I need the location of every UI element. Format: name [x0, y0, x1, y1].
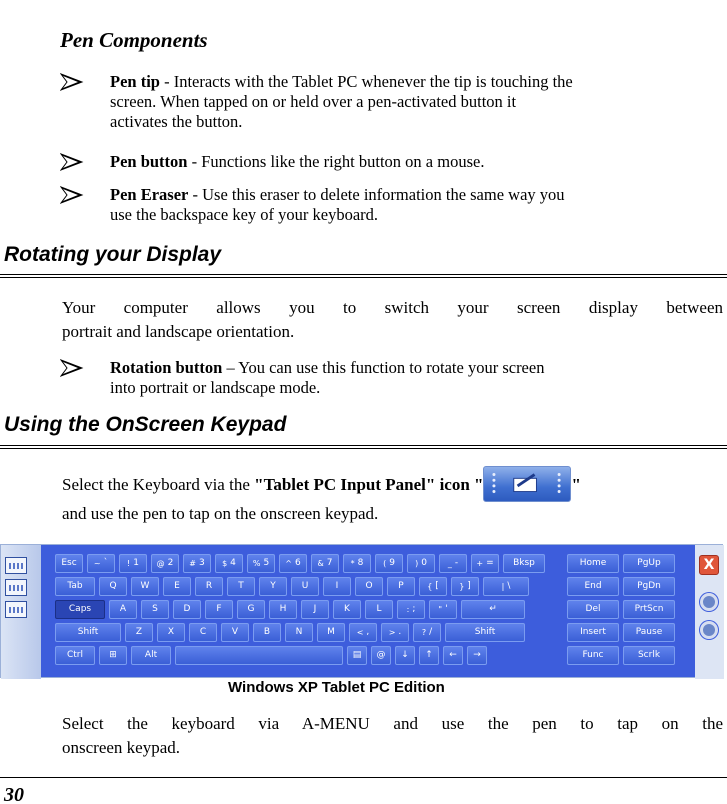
key-h: [269, 600, 297, 619]
key-label: A: [119, 604, 127, 614]
key-label: J: [313, 604, 317, 614]
pen-eraser-desc-2: use the backspace key of your keyboard.: [110, 205, 379, 224]
key-u: [291, 577, 319, 596]
key-label: Esc: [61, 558, 77, 568]
key-func: Func: [567, 646, 619, 665]
key-label: 9: [389, 558, 395, 568]
keyboard-mode-bar: [1, 545, 41, 679]
pen-tip-desc-3: activates the button.: [110, 112, 243, 131]
key-label: /: [429, 627, 433, 637]
key-sym: [443, 646, 463, 665]
key-k: [333, 600, 361, 619]
key-label: Ctrl: [66, 650, 83, 660]
key-x: [157, 623, 185, 642]
key-shift-symbol: :: [406, 605, 410, 614]
rotation-button-desc-2: into portrait or landscape mode.: [110, 378, 321, 397]
key-3: [183, 554, 211, 573]
key-label: Shift: [77, 627, 99, 637]
key-p: [387, 577, 415, 596]
key-q: [99, 577, 127, 596]
select-prefix: Select the Keyboard via the: [62, 475, 255, 494]
key-label: 2: [167, 558, 174, 568]
key-label: B: [263, 627, 271, 637]
key-label: ;: [412, 604, 416, 614]
key-label: C: [199, 627, 207, 637]
key-shift-symbol: ): [415, 559, 419, 568]
pen-eraser-term: Pen Eraser: [110, 185, 189, 204]
key-label: D: [183, 604, 191, 614]
key-shift-symbol: <: [356, 628, 364, 637]
mode-writing-icon: [5, 579, 27, 596]
pen-eraser-desc: - Use this eraser to delete information the same way you: [188, 185, 565, 204]
key-y: [259, 577, 287, 596]
key-label: 8: [357, 558, 364, 568]
key-a: [109, 600, 137, 619]
pen-button-term: Pen button: [110, 152, 188, 171]
key-label: Tab: [67, 581, 83, 591]
arrow-bullet-icon: [60, 72, 86, 92]
key-prtscn: PrtScn: [623, 600, 675, 619]
select-line2: and use the pen to tap on the onscreen keypad.: [62, 504, 379, 523]
key-r: [195, 577, 223, 596]
section-divider: [0, 445, 727, 449]
key-label: Q: [109, 581, 117, 591]
key-sym: [349, 623, 377, 642]
key-1: [119, 554, 147, 573]
key-4: [215, 554, 243, 573]
key-label: .: [398, 627, 402, 637]
key-label: Bksp: [513, 558, 535, 568]
key-shift-symbol: >: [388, 628, 396, 637]
key-label: W: [140, 581, 150, 591]
key-label: K: [344, 604, 350, 614]
key-sym: [381, 623, 409, 642]
rotate-para-line1: Your computer allows you to switch your screen display between: [62, 298, 723, 317]
key-esc: [55, 554, 83, 573]
rotate-paragraph: [62, 296, 723, 344]
key-label: @: [376, 650, 386, 660]
key-shift-symbol: ^: [285, 559, 292, 568]
pen-tip-desc-2: screen. When tapped on or held over a pen-activated button it: [110, 92, 517, 111]
section-divider: [0, 274, 727, 278]
key-n: [285, 623, 313, 642]
key-shift-symbol: |: [501, 582, 505, 591]
key-shift-symbol: ?: [421, 628, 427, 637]
mode-keyboard-icon: [5, 557, 27, 574]
key-label: 6: [294, 558, 301, 568]
key-shift-symbol: @: [156, 559, 165, 568]
key-label: Alt: [144, 650, 158, 660]
keyboard-keys: [55, 554, 687, 669]
key-tab: [55, 577, 95, 596]
key-shift-symbol: $: [222, 559, 228, 568]
key-label: Shift: [474, 627, 496, 637]
key-shift-symbol: !: [127, 559, 131, 568]
key-i: [323, 577, 351, 596]
key-0: [407, 554, 435, 573]
key-label: ↑: [425, 650, 433, 660]
key-scrlk: Scrlk: [623, 646, 675, 665]
key-sym: [99, 646, 127, 665]
arrow-bullet-icon: [60, 152, 86, 172]
key-label: →: [473, 650, 481, 660]
key-sym: [395, 646, 415, 665]
key-label: H: [279, 604, 287, 614]
key-2: [151, 554, 179, 573]
key-m: [317, 623, 345, 642]
key-label: Y: [270, 581, 276, 591]
key-shift-symbol: *: [350, 559, 355, 568]
key-shift: [445, 623, 525, 642]
pen-tip-desc: - Interacts with the Tablet PC whenever the tip is touching the: [159, 72, 573, 91]
key-label: T: [238, 581, 244, 591]
key-label: \: [507, 581, 511, 591]
rotation-button-term: Rotation button: [110, 358, 223, 377]
key-z: [125, 623, 153, 642]
key-sym: [467, 646, 487, 665]
key-label: 4: [230, 558, 236, 568]
key-sym: [439, 554, 467, 573]
key-9: [375, 554, 403, 573]
key-shift-symbol: {: [427, 582, 433, 591]
close-icon: X: [699, 555, 719, 575]
amenu-line2: onscreen keypad.: [62, 738, 181, 757]
key-5: [247, 554, 275, 573]
arrow-bullet-icon: [60, 358, 86, 378]
key-t: [227, 577, 255, 596]
key-sym: [461, 600, 525, 619]
key-label: -: [454, 558, 459, 568]
key-label: I: [335, 581, 339, 591]
key-s: [141, 600, 169, 619]
key-sym: [419, 646, 439, 665]
key-v: [221, 623, 249, 642]
key-end: End: [567, 577, 619, 596]
key-label: 3: [198, 558, 205, 568]
key-6: [279, 554, 307, 573]
key-shift: [55, 623, 121, 642]
key-label: ↓: [401, 650, 409, 660]
key-8: [343, 554, 371, 573]
key-sym: [419, 577, 447, 596]
key-shift-symbol: (: [383, 559, 387, 568]
page-number: 30: [4, 784, 24, 804]
key-label: ': [445, 604, 448, 614]
key-label: =: [486, 558, 494, 568]
key-label: L: [376, 604, 382, 614]
key-label: ⊞: [109, 650, 117, 660]
footer-rule: [0, 777, 727, 778]
key-sym: [371, 646, 391, 665]
key-shift-symbol: _: [447, 559, 452, 568]
key-label: S: [152, 604, 158, 614]
key-label: X: [167, 627, 175, 637]
key-label: G: [247, 604, 255, 614]
key-f: [205, 600, 233, 619]
key-pgup: PgUp: [623, 554, 675, 573]
rotating-display-heading: Rotating your Display: [4, 243, 222, 266]
key-ctrl: [55, 646, 95, 665]
key-shift-symbol: +: [476, 559, 484, 568]
key-pgdn: PgDn: [623, 577, 675, 596]
key-label: U: [301, 581, 309, 591]
key-label: ▤: [352, 650, 362, 660]
key-sym: [397, 600, 425, 619]
key-shift-symbol: %: [252, 559, 261, 568]
key-label: ]: [467, 581, 471, 591]
key-caps: [55, 600, 105, 619]
key-label: ,: [366, 627, 370, 637]
key-label: 1: [133, 558, 139, 568]
key-del: Del: [567, 600, 619, 619]
key-pause: Pause: [623, 623, 675, 642]
key-label: F: [216, 604, 222, 614]
key-space: [175, 646, 343, 665]
mode-keypad-icon: [5, 601, 27, 618]
select-bold: "Tablet PC Input Panel" icon ": [254, 475, 484, 494]
key-sym: [347, 646, 367, 665]
figure-caption: Windows XP Tablet PC Edition: [228, 679, 445, 696]
key-insert: Insert: [567, 623, 619, 642]
key-label: Z: [135, 627, 143, 637]
key-shift-symbol: ": [438, 605, 443, 614]
rotation-button-desc: – You can use this function to rotate your screen: [222, 358, 545, 377]
key-shift-symbol: ~: [93, 559, 101, 568]
key-c: [189, 623, 217, 642]
key-bksp: [503, 554, 545, 573]
key-sym: [429, 600, 457, 619]
key-label: 5: [263, 558, 270, 568]
key-sym: [87, 554, 115, 573]
pen-button-desc: - Functions like the right button on a mouse.: [187, 152, 485, 171]
key-shift-symbol: #: [189, 559, 196, 568]
key-label: M: [327, 627, 335, 637]
key-e: [163, 577, 191, 596]
key-label: 0: [421, 558, 427, 568]
key-label: [: [435, 581, 439, 591]
key-w: [131, 577, 159, 596]
key-label: N: [295, 627, 303, 637]
help-gear-icon: [700, 621, 718, 639]
pen-tip-term: Pen tip: [110, 72, 160, 91]
amenu-line1: Select the keyboard via A-MENU and use the pen to tap on the: [62, 714, 723, 733]
key-label: P: [398, 581, 404, 591]
key-label: 7: [326, 558, 333, 568]
rotate-para-line2: portrait and landscape orientation.: [62, 322, 295, 341]
key-shift-symbol: &: [317, 559, 324, 568]
select-keyboard-paragraph: [62, 466, 725, 526]
key-j: [301, 600, 329, 619]
key-sym: [451, 577, 479, 596]
key-label: ←: [449, 650, 457, 660]
key-sym: [413, 623, 441, 642]
key-b: [253, 623, 281, 642]
onscreen-keyboard: [0, 544, 723, 678]
key-label: `: [103, 558, 109, 568]
key-sym: [471, 554, 499, 573]
key-label: Caps: [68, 604, 92, 614]
key-7: [311, 554, 339, 573]
key-o: [355, 577, 383, 596]
select-close-quote: ": [571, 475, 581, 494]
key-label: E: [174, 581, 180, 591]
key-sym: [483, 577, 529, 596]
options-gear-icon: [700, 593, 718, 611]
keyboard-control-bar: [695, 545, 724, 679]
key-d: [173, 600, 201, 619]
pen-components-heading: Pen Components: [60, 28, 208, 52]
key-l: [365, 600, 393, 619]
key-home: Home: [567, 554, 619, 573]
key-label: V: [231, 627, 239, 637]
tablet-input-panel-icon: [483, 466, 571, 502]
arrow-bullet-icon: [60, 185, 86, 205]
key-label: ↵: [489, 604, 497, 614]
onscreen-keypad-heading: Using the OnScreen Keypad: [4, 413, 287, 436]
key-alt: [131, 646, 171, 665]
key-g: [237, 600, 265, 619]
select-amenu-paragraph: [62, 712, 723, 760]
key-label: R: [205, 581, 213, 591]
key-shift-symbol: }: [459, 582, 465, 591]
key-label: O: [365, 581, 373, 591]
